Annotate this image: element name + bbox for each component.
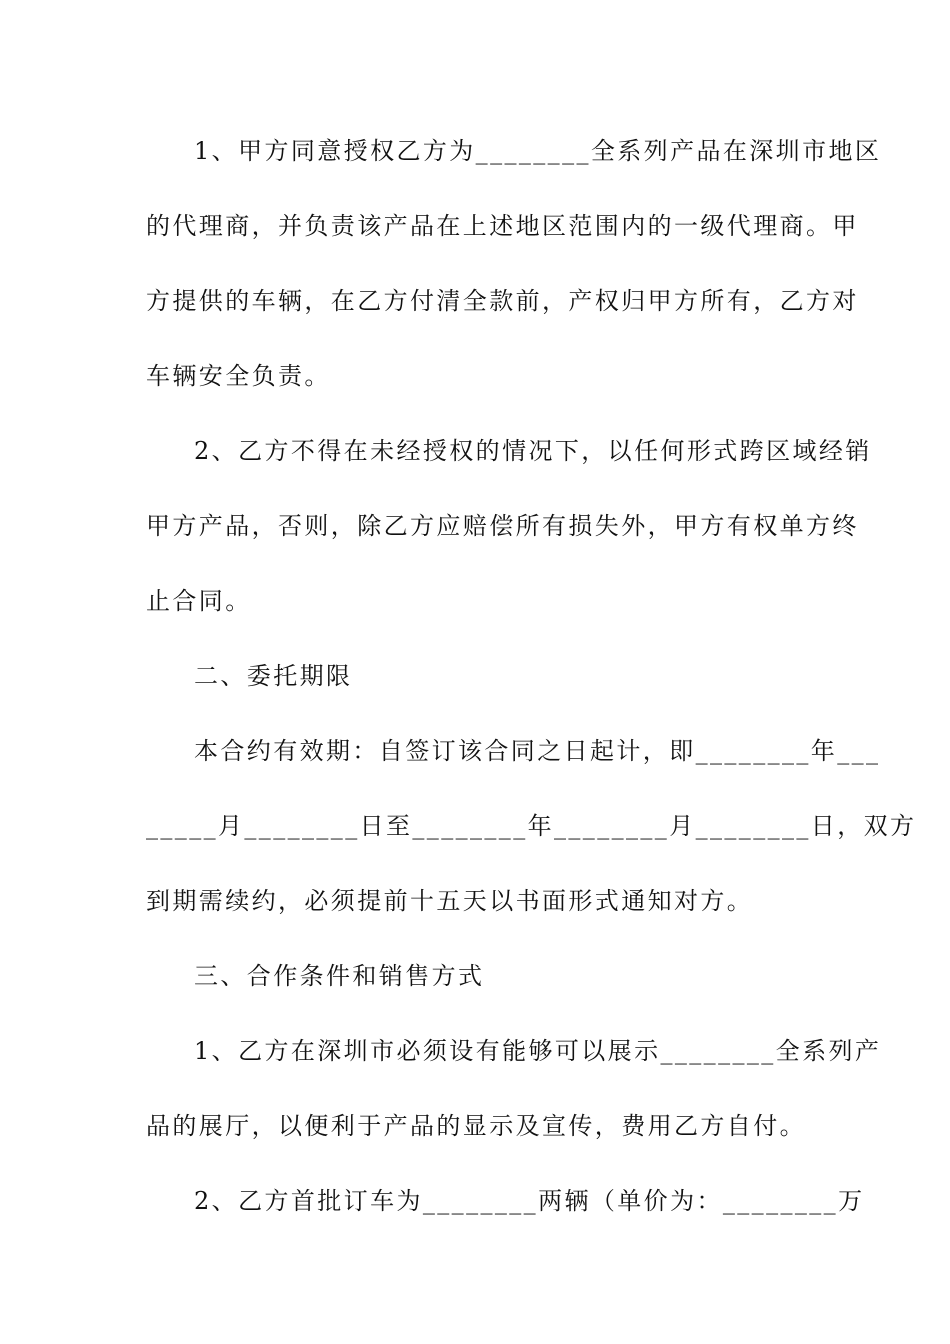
cooperation-clause-1-line-2: 品的展厅，以便利于产品的显示及宣传，费用乙方自付。 (146, 1112, 806, 1140)
term-line-2: _____月________日至________年________月________日，双方 (146, 812, 917, 840)
clause-1-line-1: 1、甲方同意授权乙方为________全系列产品在深圳市地区 (194, 137, 882, 165)
clause-2-line-2: 甲方产品，否则，除乙方应赔偿所有损失外，甲方有权单方终 (146, 512, 859, 540)
cooperation-clause-2-line-1: 2、乙方首批订车为________两辆（单价为：________万 (194, 1187, 865, 1215)
clause-1-line-3: 方提供的车辆，在乙方付清全款前，产权归甲方所有，乙方对 (146, 287, 859, 315)
clause-2-line-1: 2、乙方不得在未经授权的情况下，以任何形式跨区域经销 (194, 437, 872, 465)
section-heading-cooperation: 三、合作条件和销售方式 (194, 962, 485, 990)
clause-2-line-3: 止合同。 (146, 587, 252, 615)
term-line-3: 到期需续约，必须提前十五天以书面形式通知对方。 (146, 887, 754, 915)
section-heading-term: 二、委托期限 (194, 662, 353, 690)
clause-1-line-4: 车辆安全负责。 (146, 362, 331, 390)
cooperation-clause-1-line-1: 1、乙方在深圳市必须设有能够可以展示________全系列产 (194, 1037, 882, 1065)
clause-1-line-2: 的代理商，并负责该产品在上述地区范围内的一级代理商。甲 (146, 212, 859, 240)
term-line-1: 本合约有效期：自签订该合同之日起计，即________年___ (194, 737, 881, 765)
